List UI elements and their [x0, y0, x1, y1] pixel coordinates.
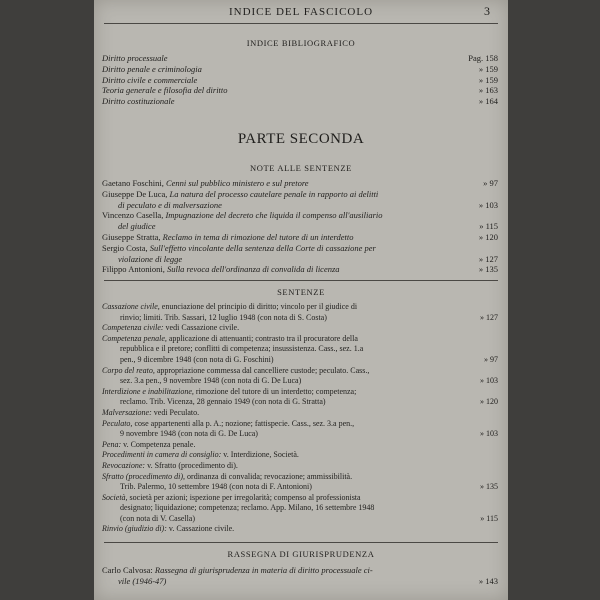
bibliografico-title: INDICE BIBLIOGRAFICO	[246, 38, 356, 48]
list-item: Società, società per azioni; ispezione per irregolarità; compenso al professionista designato; liquidazione; competenza; reclamo. App. Milano, 16 settembre 1948 (con nota di V. Casella) » 115	[102, 492, 498, 523]
sentenze-list	[102, 302, 498, 535]
note-list	[102, 178, 498, 275]
list-item: Interdizione e inabilitazione, rimozione del tutore di un interdetto; competenza; reclamo. Trib. Vicenza, 28 gennaio 1949 (con nota di G. Stratta) » 120	[102, 386, 498, 407]
list-item: Diritto costituzionale » 164	[102, 96, 498, 107]
sentenze-title: SENTENZE	[277, 287, 325, 297]
page-number: 3	[484, 4, 490, 18]
list-item: Competenza civile: vedi Cassazione civile.	[102, 323, 240, 333]
page-header: INDICE DEL FASCICOLO	[228, 6, 374, 18]
note-title: NOTE ALLE SENTENZE	[250, 163, 352, 173]
rassegna-list	[102, 565, 498, 587]
list-item: Giuseppe De Luca, La natura del processo cautelare penale in rapporto ai delitti di peculato e di malversazione » 103	[102, 188, 498, 210]
divider	[104, 280, 498, 281]
list-item: Vincenzo Casella, Impugnazione del decreto che liquida il compenso all'ausiliario del giudice » 115	[102, 210, 498, 232]
list-item: Sergio Costa, Sull'effetto vincolante della sentenza della Corte di cassazione per violazione di legge » 127	[102, 242, 498, 264]
list-item: Competenza penale, applicazione di attenuanti; contrasto tra il procuratore della repubblica e il pretore; conflitti di competenza; insussistenza. Cass., sez. 1.a pen., 9 dicembre 1948 (con nota di G. Foschini) » 97	[102, 333, 498, 364]
divider	[104, 542, 498, 543]
rassegna-title: RASSEGNA DI GIURISPRUDENZA	[227, 549, 375, 559]
list-item: Peculato, cose appartenenti alla p. A.; nozione; fattispecie. Cass., sez. 3.a pen., 9 novembre 1948 (con nota di G. De Luca) » 103	[102, 418, 498, 439]
list-item: Gaetano Foschini, Cenni sul pubblico ministero e sul pretore » 97	[102, 178, 498, 188]
list-item: Giuseppe Stratta, Reclamo in tema di rimozione del tutore di un interdetto » 120	[102, 231, 498, 242]
header-rule	[104, 23, 498, 24]
list-item: Rinvio (giudizio di): v. Cassazione civile.	[102, 524, 235, 534]
list-item: Procedimenti in camera di consiglio: v. Interdizione, Società.	[102, 450, 299, 460]
list-item: Pena: v. Competenza penale.	[102, 439, 196, 449]
list-item: Cassazione civile, enunciazione del principio di diritto; vincolo per il giudice di rinvio; limiti. Trib. Sassari, 12 luglio 1948 (con nota di S. Costa) » 127	[102, 302, 498, 322]
parte-title: PARTE SECONDA	[237, 131, 365, 147]
list-item: Diritto civile e commerciale » 159	[102, 74, 498, 85]
bibliografico-list	[102, 53, 498, 107]
list-item: Filippo Antonioni, Sulla revoca dell'ordinanza di convalida di licenza » 135	[102, 264, 498, 275]
document-page	[94, 0, 508, 600]
list-item: Revocazione: v. Sfratto (procedimento di).	[102, 460, 238, 470]
list-item: Diritto processuale Pag. 158	[102, 53, 498, 63]
list-item: Diritto penale e criminologia » 159	[102, 63, 498, 74]
list-item: Teoria generale e filosofia del diritto » 163	[102, 85, 498, 96]
list-item: Sfratto (procedimento di), ordinanza di convalida; revocazione; ammissibilità. Trib. Palermo, 10 settembre 1948 (con nota di F. Antonioni) » 135	[102, 471, 498, 492]
list-item: Carlo Calvosa: Rassegna di giurisprudenza in materia di diritto processuale ci- vile (1946-47) » 143	[102, 565, 498, 586]
list-item: Malversazione: vedi Peculato.	[102, 407, 200, 417]
list-item: Corpo del reato, appropriazione commessa dal cancelliere custode; peculato. Cass., sez. 3.a pen., 9 novembre 1948 (con nota di G. De Luca) » 103	[102, 365, 498, 386]
